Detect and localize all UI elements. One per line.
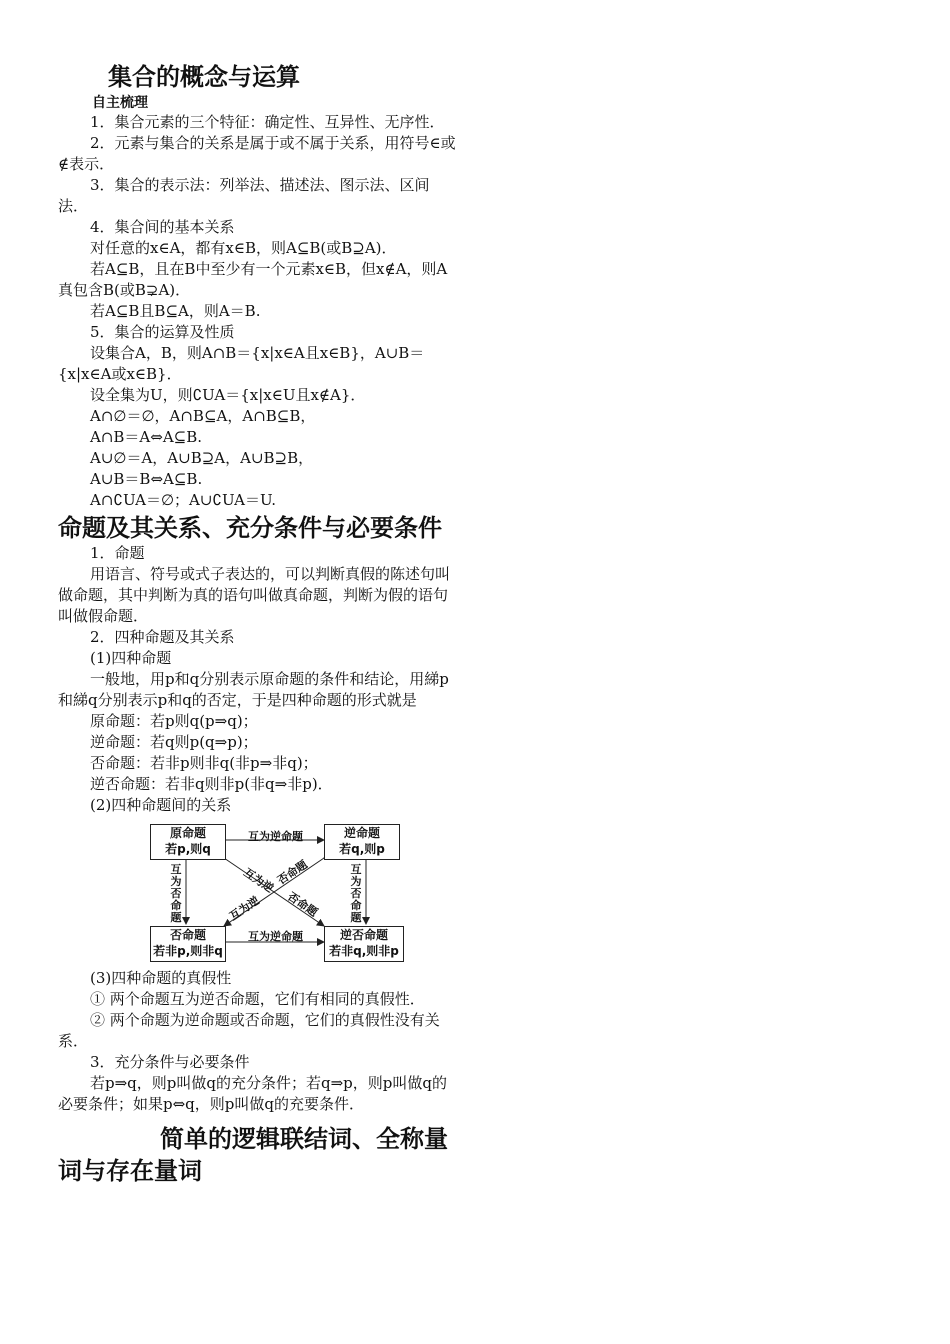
prop-section-title: 命题及其关系、充分条件与必要条件 [58,514,442,542]
set-line-7: 若A⊆B且B⊆A，则A＝B. [90,302,261,320]
set-line-14: A∪B＝B⇔A⊆B. [90,470,203,488]
set-line-2: 2．元素与集合的关系是属于或不属于关系，用符号∈或∉表示． [58,134,456,173]
set-line-9: 设集合A，B，则A∩B＝{x|x∈A且x∈B}，A∪B＝{x|x∈A或x∈B}． [58,344,425,383]
set-line-12: A∩B＝A⇔A⊆B. [90,428,203,446]
set-line-3: 3．集合的表示法：列举法、描述法、图示法、区间法． [58,176,430,215]
left-label: 互为否命题 [170,863,182,924]
logic-section-title: 简单的逻辑联结词、全称量词与存在量词 [58,1125,448,1185]
truth-1: ① 两个命题互为逆否命题，它们有相同的真假性． [90,990,425,1008]
set-line-13: A∪∅＝A，A∪B⊇A，A∪B⊇B， [90,449,314,467]
box-contrapositive [324,926,404,962]
diagonal-label-2: 否命题 [275,857,310,888]
prop-heading-1: 1．命题 [90,544,145,562]
document-column [58,60,458,1187]
box-converse-form: 若q,则p [339,842,385,856]
box-inverse [150,926,226,962]
box-converse [324,824,400,860]
set-section-title: 集合的概念与运算 [108,63,300,91]
box-inverse-title: 否命题 [169,928,206,942]
prop-heading-2-1: (1)四种命题 [90,649,172,667]
set-line-11: A∩∅＝∅，A∩B⊆A，A∩B⊆B， [90,407,316,425]
diagonal-label-4: 否命题 [285,889,320,920]
box-converse-title: 逆命题 [343,826,380,840]
prop-paragraph-2-1: 一般地，用p和q分别表示原命题的条件和结论，用綈p和綈q分别表示p和q的否定，于是四种命题的形式就是 [58,670,449,709]
set-line-6: 若A⊆B，且在B中至少有一个元素x∈B，但x∉A，则A真包含B(或B⊋A)． [58,260,448,299]
prop-heading-2-2: (2)四种命题间的关系 [90,796,232,814]
prop-paragraph-3: 若p⇒q，则p叫做q的充分条件；若q⇒p，则p叫做q的必要条件；如果p⇔q，则p叫做q的充要条件． [58,1074,447,1113]
set-line-8: 5．集合的运算及性质 [90,323,235,341]
bottom-label: 互为逆命题 [248,930,303,943]
prop-heading-2: 2．四种命题及其关系 [90,628,235,646]
set-line-4: 4．集合间的基本关系 [90,218,235,236]
box-original-form: 若p,则q [165,842,211,856]
four-propositions-diagram [148,822,404,964]
set-line-1: 1．集合元素的三个特征：确定性、互异性、无序性． [90,113,445,131]
box-inverse-form: 若非p,则非q [153,944,223,958]
diagonal-label-3: 互为逆 [227,893,262,924]
right-label: 互为否命题 [350,863,362,924]
prop-form-3: 否命题：若非p则非q(非p⇒非q)； [90,754,318,772]
box-original [150,824,226,860]
box-original-title: 原命题 [169,826,206,840]
prop-paragraph-1: 用语言、符号或式子表达的，可以判断真假的陈述句叫做命题，其中判断为真的语句叫做真命题，判断为假的语句叫做假命题． [58,565,451,625]
box-contrapositive-title: 逆否命题 [339,928,388,942]
prop-form-1: 原命题：若p则q(p⇒q)； [90,712,258,730]
prop-form-2: 逆命题：若q则p(q⇒p)； [90,733,258,751]
prop-heading-2-3: (3)四种命题的真假性 [90,969,232,987]
set-section-subtitle: 自主梳理 [92,95,148,111]
prop-form-4: 逆否命题：若非q则非p(非q⇒非p)． [90,775,333,793]
truth-2: ② 两个命题为逆命题或否命题，它们的真假性没有关系． [58,1011,440,1050]
prop-heading-3: 3．充分条件与必要条件 [90,1053,250,1071]
set-line-10: 设全集为U，则∁UA＝{x|x∈U且x∉A}． [90,386,366,404]
diagonal-label-1: 互为逆 [241,865,276,896]
set-line-5: 对任意的x∈A，都有x∈B，则A⊆B(或B⊇A)． [90,239,397,257]
set-line-15: A∩∁UA＝∅；A∪∁UA＝U. [90,491,277,509]
top-label: 互为逆命题 [248,830,303,843]
box-contrapositive-form: 若非q,则非p [329,944,399,958]
